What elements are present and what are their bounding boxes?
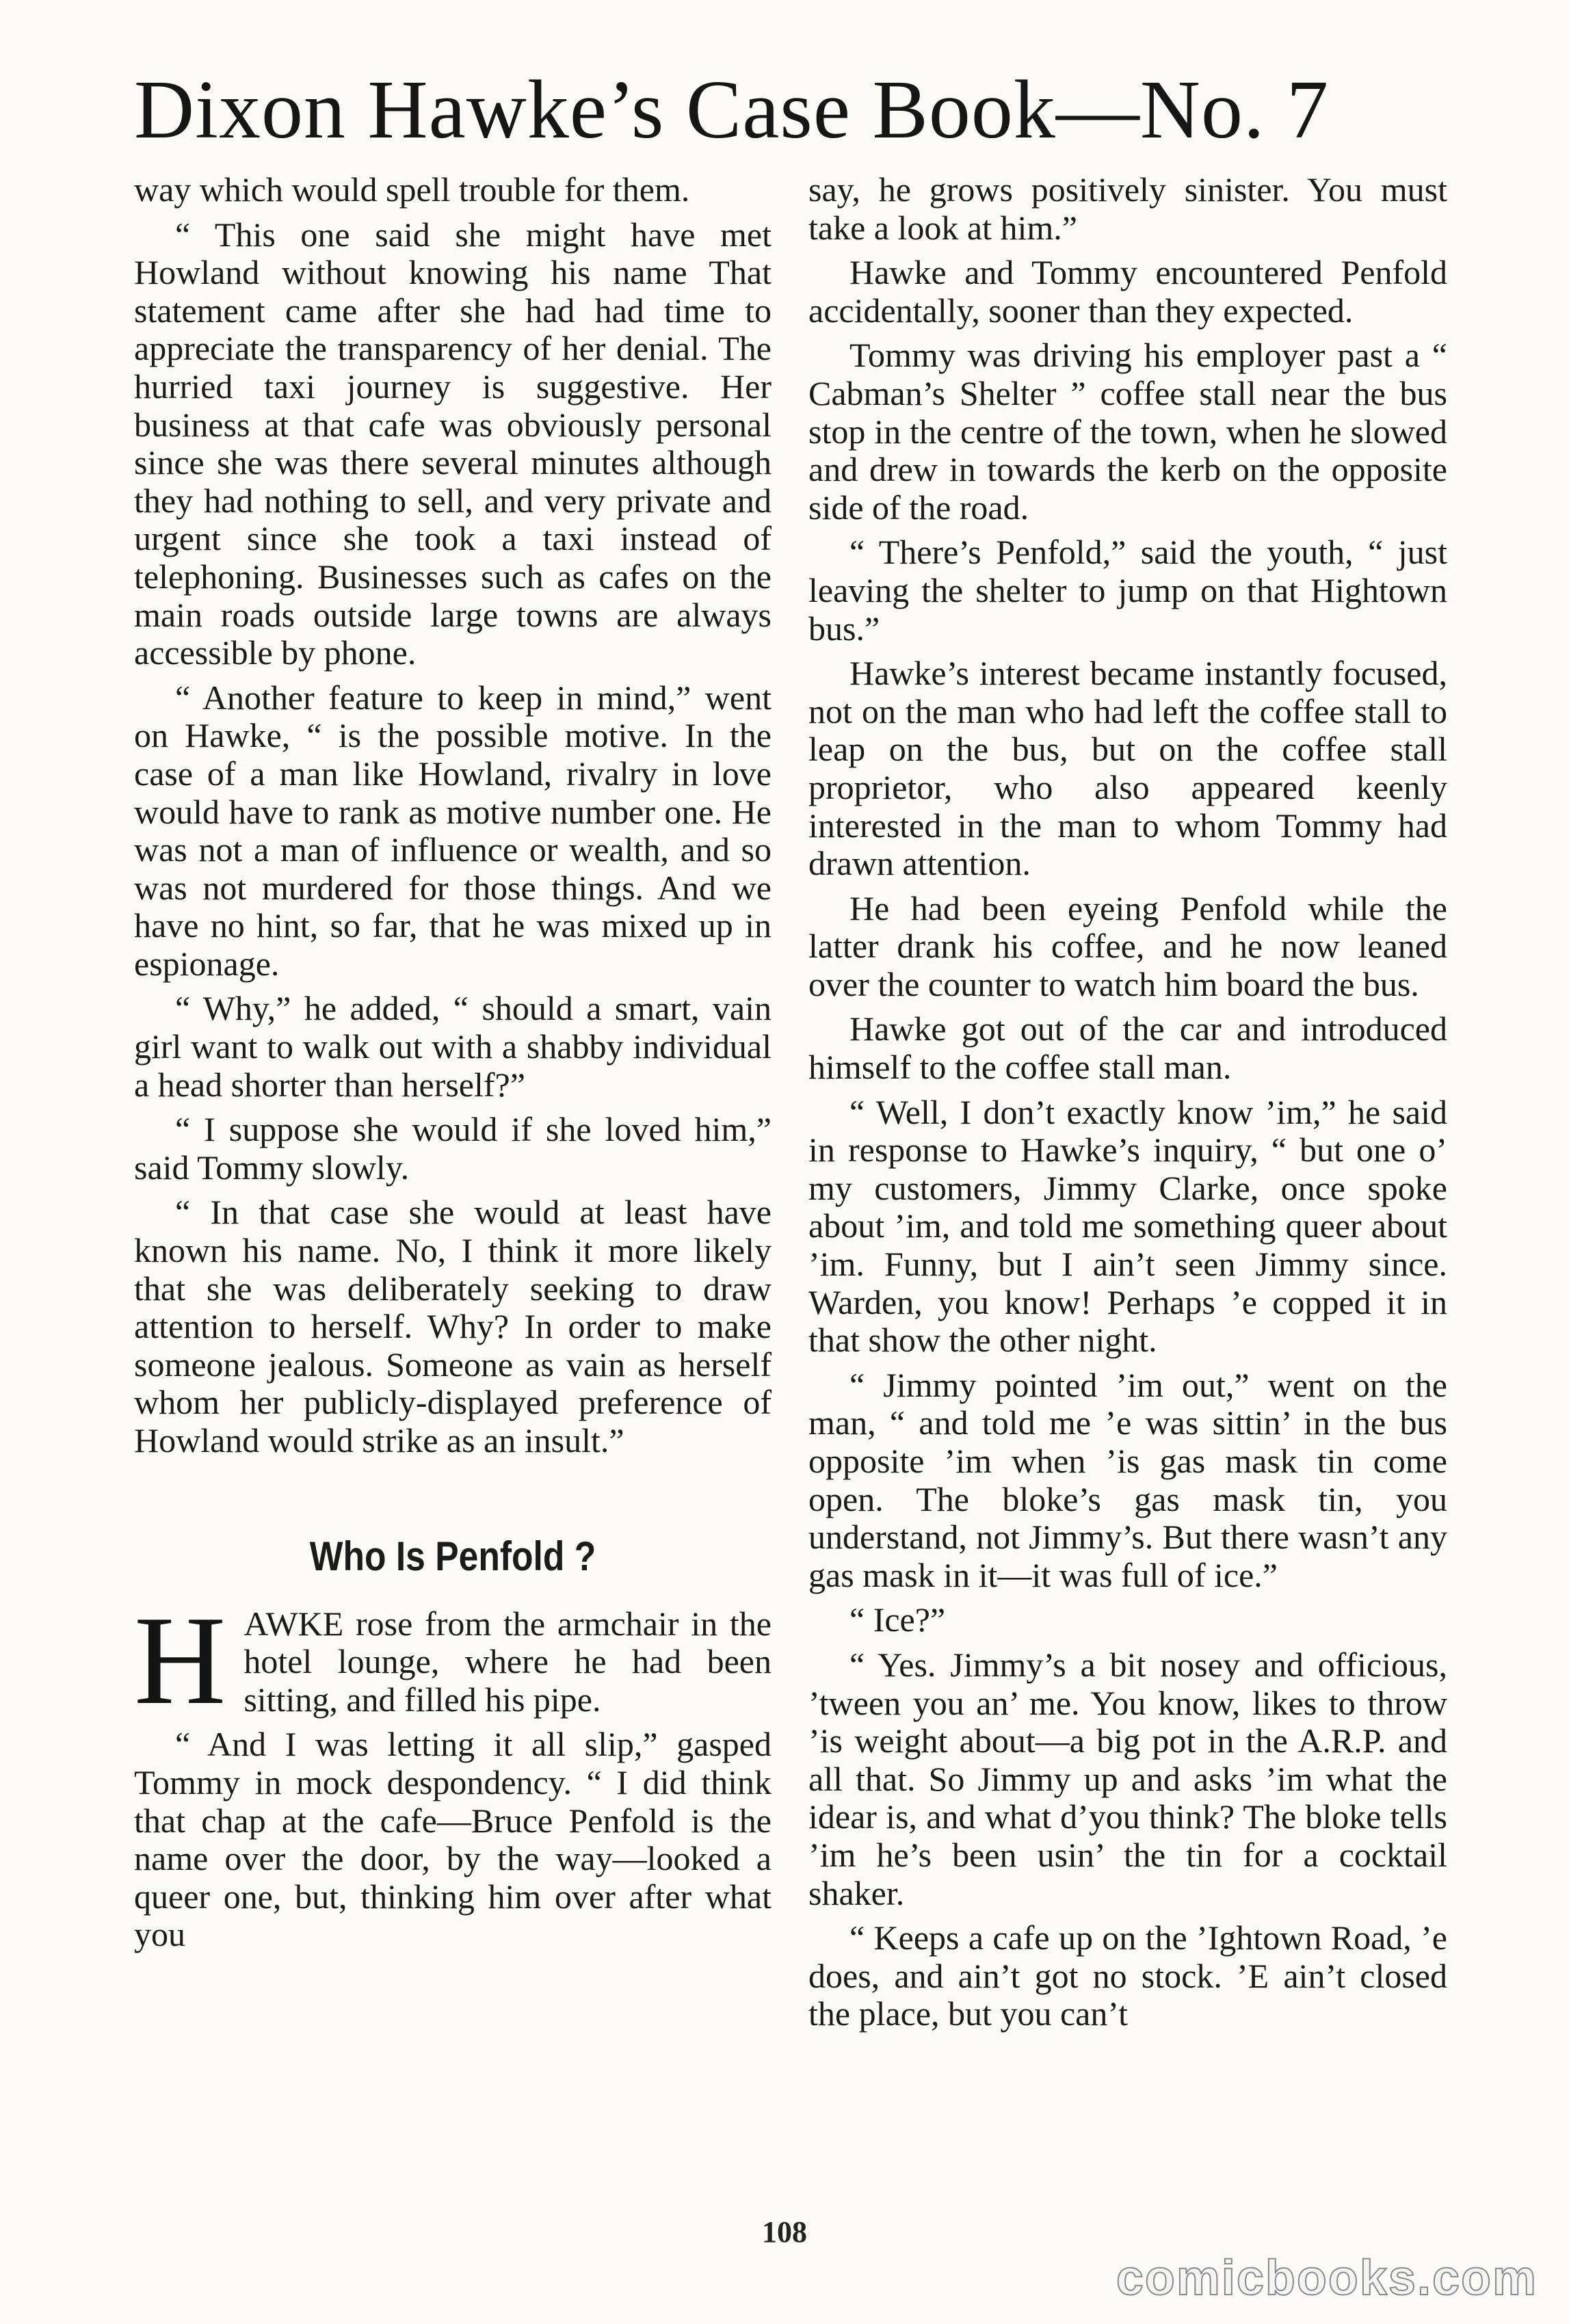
paragraph: way which would spell trouble for them. bbox=[134, 170, 690, 209]
dropcap-paragraph bbox=[134, 1589, 772, 1731]
paragraph: “ And I was letting it all slip,” gasped Tommy in mock despondency. “ I did think that chap at the cafe—Bruce Penfold is the name over the door, by the way—looked a queer one, but, thinking him over after what you bbox=[134, 1725, 772, 1954]
right-column bbox=[808, 171, 1447, 2040]
drop-cap: H bbox=[134, 1589, 226, 1731]
paragraph: “ I suppose she would if she loved him,” said Tommy slowly. bbox=[134, 1110, 772, 1187]
paragraph: say, he grows positively sinister. You must take a look at him.” bbox=[808, 170, 1447, 247]
paragraph: “ Keeps a cafe up on the ’Ightown Road, ’e does, and ain’t got no stock. ’E ain’t closed the place, but you can’t bbox=[808, 1918, 1447, 2033]
section-heading: Who Is Penfold ? bbox=[309, 1533, 596, 1579]
page-title: Dixon Hawke’s Case Book—No. 7 bbox=[134, 64, 1330, 156]
paragraph: “ Why,” he added, “ should a smart, vain girl want to walk out with a shabby individual a head shorter than herself?” bbox=[134, 989, 772, 1104]
paragraph: He had been eyeing Penfold while the latter drank his coffee, and he now leaned over the counter to watch him board the bus. bbox=[808, 888, 1447, 1003]
left-column bbox=[134, 171, 772, 1961]
paragraph: Hawke’s interest became instantly focused, not on the man who had left the coffee stall to leap on the bus, but on the coffee stall proprietor, who also appeared keenly interested in the man to whom Tommy had drawn attention. bbox=[808, 654, 1447, 883]
page-number: 108 bbox=[762, 2215, 807, 2249]
paragraph: “ There’s Penfold,” said the youth, “ just leaving the shelter to jump on that Hightown bus.” bbox=[808, 533, 1447, 648]
paragraph: “ This one said she might have met Howland without knowing his name That statement came after she had had time to appreciate the transparency of her denial. The hurried taxi journey is suggestive. Her business at that cafe was obviously personal since she was there several minutes although they had nothing to sell, and very private and urgent since she took a taxi instead of telephoning. Businesses such as cafes on the main roads outside large towns are always accessible by phone. bbox=[134, 215, 772, 672]
paragraph: “ In that case she would at least have known his name. No, I think it more likely that she was deliberately seeking to draw attention to herself. Why? In order to make someone jealous. Someone as vain as herself whom her publicly-displayed preference of Howland would strike as an insult.” bbox=[134, 1193, 772, 1460]
paragraph: “ Another feature to keep in mind,” went on Hawke, “ is the possible motive. In the case of a man like Howland, rivalry in love would have to rank as motive number one. He was not a man of influence or wealth, and so was not murdered for those things. And we have no hint, so far, that he was mixed up in espionage. bbox=[134, 678, 772, 983]
paragraph: “ Yes. Jimmy’s a bit nosey and officious, ’tween you an’ me. You know, likes to throw ’is weight about—a big pot in the A.R.P. and all that. So Jimmy up and asks ’im what the idear is, and what d’you think? The bloke tells ’im he’s been usin’ the tin for a cocktail shaker. bbox=[808, 1645, 1447, 1912]
paragraph: Hawke got out of the car and introduced himself to the coffee stall man. bbox=[808, 1009, 1447, 1087]
paragraph: “ Well, I don’t exactly know ’im,” he said in response to Hawke’s inquiry, “ but one o’ my customers, Jimmy Clarke, once spoke about ’im, and told me something queer about ’im. Funny, but I ain’t seen Jimmy since. Warden, you know! Perhaps ’e copped it in that show the other night. bbox=[808, 1092, 1447, 1360]
paragraph: Tommy was driving his employer past a “ Cabman’s Shelter ” coffee stall near the bus stop in the centre of the town, when he slowed and drew in towards the kerb on the opposite side of the road. bbox=[808, 336, 1447, 527]
paragraph: “ Jimmy pointed ’im out,” went on the man, “ and told me ’e was sittin’ in the bus opposite ’im when ’is gas mask tin come open. The bloke’s gas mask tin, you understand, not Jimmy’s. But there wasn’t any gas mask in it—it was full of ice.” bbox=[808, 1365, 1447, 1594]
paragraph: Hawke and Tommy encountered Penfold accidentally, sooner than they expected. bbox=[808, 253, 1447, 330]
watermark: comicbooks.com bbox=[1116, 2251, 1538, 2306]
dropcap-paragraph-text: AWKE rose from the armchair in the hotel lounge, where he had been sitting, and filled his pipe. bbox=[243, 1604, 772, 1719]
paragraph: “ Ice?” bbox=[849, 1600, 946, 1639]
